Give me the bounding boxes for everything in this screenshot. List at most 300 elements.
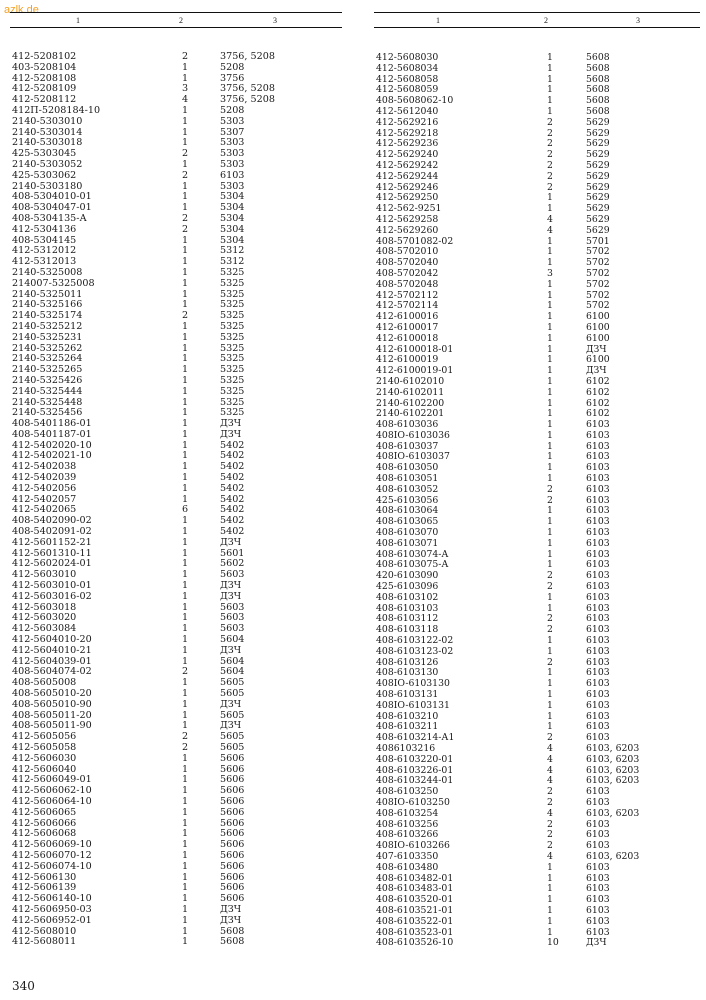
- part-number: 2140-6102200: [376, 397, 445, 409]
- group-number: 3756, 5208: [220, 83, 275, 95]
- quantity: 1: [182, 126, 189, 138]
- quantity: 1: [182, 234, 189, 246]
- group-number: 5605: [220, 709, 245, 721]
- part-number: 4086103216: [376, 743, 436, 754]
- quantity: 3: [547, 267, 553, 279]
- group-number: 6103: [586, 840, 610, 852]
- group-number: 5608: [586, 84, 610, 96]
- group-number: 6103: [586, 602, 610, 614]
- group-number: 5606: [220, 882, 245, 894]
- quantity: 2: [547, 818, 553, 830]
- group-number: 6100: [586, 354, 610, 366]
- quantity: 1: [547, 894, 553, 906]
- part-number: 408-6103064: [376, 505, 439, 517]
- header-rule: [10, 27, 342, 28]
- group-number: 6103: [586, 440, 610, 452]
- quantity: 1: [547, 397, 553, 409]
- group-number: 6103: [586, 656, 610, 668]
- group-number: 6103: [586, 494, 610, 506]
- part-number: 412-5629246: [376, 181, 439, 193]
- part-number: 420-6103090: [376, 570, 439, 582]
- group-number: 3756, 5208: [220, 94, 275, 106]
- group-number: 5608: [586, 95, 610, 107]
- quantity: 4: [547, 850, 553, 862]
- quantity: 2: [182, 169, 189, 181]
- header-col-1: 1: [436, 16, 440, 25]
- part-number: 408-5702040: [376, 257, 439, 269]
- table-row: [10, 225, 342, 236]
- part-number: 412-5605056: [12, 731, 77, 743]
- part-number: 2140-5303018: [12, 137, 83, 149]
- quantity: 1: [182, 385, 189, 397]
- quantity: 1: [547, 602, 553, 614]
- group-number: 6103, 6203: [586, 775, 640, 787]
- group-number: 5402: [220, 482, 245, 494]
- group-number: 5325: [220, 277, 245, 289]
- quantity: 1: [547, 462, 553, 474]
- part-number: 412-5604010-20: [12, 634, 92, 646]
- group-number: 5608: [220, 936, 245, 948]
- group-number: 5606: [220, 893, 245, 905]
- group-number: 6103: [586, 926, 610, 938]
- quantity: 1: [547, 419, 553, 431]
- part-number: 408IO-6103130: [376, 678, 450, 690]
- group-number: 5325: [220, 331, 245, 343]
- part-number: 425-6103096: [376, 581, 439, 593]
- quantity: 1: [182, 256, 189, 268]
- quantity: 1: [547, 235, 553, 247]
- group-number: 6103, 6203: [586, 743, 640, 754]
- group-number: 6103: [586, 591, 610, 603]
- quantity: 6: [182, 504, 189, 516]
- group-number: 6103: [586, 689, 610, 701]
- part-number: 412-5604010-21: [12, 644, 92, 656]
- part-number: 408-6103074-А: [376, 548, 449, 560]
- header-col-2: 2: [179, 16, 183, 25]
- part-number: 408IO-6103266: [376, 840, 450, 852]
- group-number: 5402: [220, 526, 245, 538]
- part-number: 408-6103070: [376, 527, 439, 539]
- part-number: 408-6103065: [376, 516, 439, 528]
- table-row: [10, 700, 342, 711]
- table-row: [10, 646, 342, 657]
- table-row: [374, 334, 700, 345]
- part-number: 412-5606064-10: [12, 795, 92, 807]
- group-number: 5605: [220, 688, 245, 700]
- part-number: 412-5629258: [376, 213, 439, 225]
- group-number: 5303: [220, 180, 245, 192]
- quantity: 2: [547, 116, 553, 128]
- table-row: [374, 647, 700, 658]
- part-number: 2140-5325008: [12, 266, 83, 278]
- quantity: 1: [182, 407, 189, 419]
- quantity: 1: [547, 440, 553, 452]
- part-number: 2140-5325426: [12, 374, 83, 386]
- quantity: 1: [182, 342, 189, 354]
- group-number: 5304: [220, 234, 245, 246]
- quantity: 3: [182, 83, 189, 95]
- quantity: 1: [182, 450, 189, 462]
- group-number: 6103: [586, 462, 610, 474]
- quantity: 1: [547, 62, 553, 74]
- group-number: 6103, 6203: [586, 850, 640, 862]
- quantity: 1: [182, 936, 189, 948]
- part-number: 408-6103118: [376, 624, 439, 636]
- part-number: 408-6103211: [376, 721, 439, 733]
- part-number: 408-6103482-01: [376, 872, 454, 884]
- part-number: 412-5312013: [12, 256, 77, 268]
- group-number: 5303: [220, 115, 245, 127]
- table-row: [10, 754, 342, 765]
- part-number: 412-5702112: [376, 289, 439, 301]
- quantity: 1: [547, 883, 553, 895]
- quantity: 2: [547, 624, 553, 636]
- group-number: ДЗЧ: [220, 698, 242, 710]
- part-number: 408-6103052: [376, 483, 439, 495]
- group-number: 5325: [220, 374, 245, 386]
- part-number: 425-5303062: [12, 169, 77, 181]
- quantity: 1: [547, 689, 553, 701]
- part-number: 408-6103130: [376, 667, 439, 679]
- quantity: 1: [182, 688, 189, 700]
- quantity: 2: [547, 483, 553, 495]
- quantity: 1: [182, 698, 189, 710]
- part-number: 412-5629250: [376, 192, 439, 204]
- table-row: [10, 117, 342, 128]
- group-number: 5702: [586, 267, 610, 279]
- group-number: ДЗЧ: [586, 937, 607, 949]
- part-number: 412-5208109: [12, 83, 77, 95]
- group-number: 6102: [586, 386, 610, 398]
- quantity: 2: [182, 742, 189, 753]
- group-number: 5605: [220, 742, 245, 753]
- part-number: 408-5701082-02: [376, 235, 454, 247]
- quantity: 1: [182, 774, 189, 786]
- quantity: 4: [547, 753, 553, 765]
- quantity: 1: [182, 277, 189, 289]
- group-number: 5606: [220, 860, 245, 872]
- part-number: 408-5702048: [376, 278, 439, 290]
- part-number: 2140-5325231: [12, 331, 83, 343]
- group-number: 5603: [220, 612, 245, 624]
- right-parts-table: [374, 12, 700, 949]
- group-number: 6103: [586, 570, 610, 582]
- quantity: 1: [182, 763, 189, 775]
- group-number: 5602: [220, 558, 245, 570]
- part-number: 412-5629260: [376, 224, 439, 236]
- part-number: 408-5605010-90: [12, 698, 92, 710]
- quantity: 1: [182, 374, 189, 386]
- group-number: 5325: [220, 364, 245, 376]
- part-number: 408-6103250: [376, 786, 439, 798]
- group-number: 6103: [586, 451, 610, 463]
- quantity: 1: [182, 364, 189, 376]
- quantity: 1: [182, 266, 189, 278]
- quantity: 1: [182, 860, 189, 872]
- quantity: 1: [547, 516, 553, 528]
- quantity: 1: [182, 785, 189, 797]
- group-number: 5603: [220, 569, 245, 581]
- quantity: 2: [547, 159, 553, 171]
- group-number: 6103: [586, 635, 610, 647]
- quantity: 2: [547, 127, 553, 139]
- part-number: 408-6103520-01: [376, 894, 454, 906]
- part-number: 408-5304047-01: [12, 202, 92, 214]
- group-number: 6103: [586, 818, 610, 830]
- part-number: 408-6103122-02: [376, 635, 454, 647]
- part-number: 412-5606062-10: [12, 785, 92, 797]
- group-number: 6103: [586, 613, 610, 625]
- part-number: 412-6100018-01: [376, 343, 454, 355]
- quantity: 1: [182, 428, 189, 440]
- part-number: 408-6103254: [376, 807, 439, 819]
- left-parts-table: [10, 12, 342, 948]
- group-number: 5604: [220, 634, 245, 646]
- quantity: 1: [547, 332, 553, 344]
- group-number: 5606: [220, 785, 245, 797]
- quantity: 1: [547, 257, 553, 269]
- group-number: 5702: [586, 246, 610, 258]
- quantity: 1: [547, 300, 553, 312]
- group-number: 5208: [220, 61, 245, 73]
- quantity: 4: [547, 807, 553, 819]
- group-number: 6103: [586, 559, 610, 571]
- group-number: 5629: [586, 192, 610, 204]
- quantity: 1: [182, 482, 189, 494]
- quantity: 1: [547, 678, 553, 690]
- quantity: 1: [182, 526, 189, 538]
- quantity: 1: [182, 191, 189, 203]
- group-number: 5629: [586, 224, 610, 236]
- header-col-2: 2: [544, 16, 548, 25]
- part-number: 408-5702042: [376, 267, 439, 279]
- quantity: 1: [547, 537, 553, 549]
- quantity: 1: [182, 709, 189, 721]
- quantity: 2: [182, 666, 189, 678]
- group-number: 5325: [220, 320, 245, 332]
- quantity: 4: [547, 213, 553, 225]
- part-number: 412-5629218: [376, 127, 439, 139]
- quantity: 1: [182, 472, 189, 484]
- part-number: 408-6103266: [376, 829, 439, 841]
- part-number: 408-6103123-02: [376, 645, 454, 657]
- quantity: 1: [547, 721, 553, 733]
- group-number: 5605: [220, 731, 245, 743]
- part-number: 412-5606065: [12, 806, 77, 818]
- quantity: 1: [182, 72, 189, 84]
- quantity: 1: [182, 720, 189, 732]
- part-number: 412-5606070-12: [12, 849, 92, 861]
- group-number: 6103: [586, 894, 610, 906]
- quantity: 2: [182, 223, 189, 235]
- group-number: 5402: [220, 461, 245, 473]
- part-number: 412П-5208184-10: [12, 104, 101, 116]
- group-number: 5606: [220, 795, 245, 807]
- part-number: 2140-6102011: [376, 386, 445, 398]
- part-number: 408-5605008: [12, 677, 77, 689]
- quantity: 1: [182, 795, 189, 807]
- group-number: 5606: [220, 763, 245, 775]
- quantity: 1: [547, 548, 553, 560]
- group-number: ДЗЧ: [220, 418, 242, 430]
- table-row: [374, 172, 700, 183]
- group-number: 5702: [586, 289, 610, 301]
- part-number: 2140-6102201: [376, 408, 445, 420]
- part-number: 412-5402056: [12, 482, 77, 494]
- quantity: 1: [547, 527, 553, 539]
- quantity: 2: [547, 138, 553, 150]
- quantity: 1: [182, 655, 189, 667]
- part-number: 408-6103226-01: [376, 764, 454, 776]
- part-number: 412-5402039: [12, 472, 77, 484]
- group-number: 6103: [586, 699, 610, 711]
- quantity: 1: [182, 871, 189, 883]
- group-number: 6103: [586, 473, 610, 485]
- part-number: 412-5402021-10: [12, 450, 92, 462]
- quantity: 1: [547, 246, 553, 258]
- quantity: 1: [182, 245, 189, 257]
- group-number: 6103, 6203: [586, 753, 640, 765]
- quantity: 1: [547, 473, 553, 485]
- group-number: ДЗЧ: [220, 428, 242, 440]
- part-number: 412-5608034: [376, 62, 439, 74]
- part-number: 2140-5325444: [12, 385, 83, 397]
- group-number: 5304: [220, 202, 245, 214]
- group-number: 6103: [586, 516, 610, 528]
- group-number: 5606: [220, 817, 245, 829]
- quantity: 1: [547, 429, 553, 441]
- part-number: 408-6103256: [376, 818, 439, 830]
- quantity: 1: [182, 569, 189, 581]
- quantity: 1: [182, 396, 189, 408]
- group-number: 5608: [586, 62, 610, 74]
- group-number: 6103: [586, 667, 610, 679]
- part-number: 412-5402065: [12, 504, 77, 516]
- header-col-3: 3: [273, 16, 277, 25]
- group-number: 5606: [220, 752, 245, 764]
- group-number: 5606: [220, 849, 245, 861]
- group-number: 5629: [586, 127, 610, 139]
- part-number: 412-6100017: [376, 321, 439, 333]
- part-number: 408-5604074-02: [12, 666, 92, 678]
- group-number: 5629: [586, 116, 610, 128]
- group-number: 5603: [220, 601, 245, 613]
- part-number: 408-6103103: [376, 602, 439, 614]
- group-number: 5402: [220, 472, 245, 484]
- quantity: 1: [182, 288, 189, 300]
- quantity: 1: [547, 375, 553, 387]
- quantity: 1: [547, 321, 553, 333]
- quantity: 2: [547, 181, 553, 193]
- group-number: 6103: [586, 786, 610, 798]
- group-number: 6103: [586, 678, 610, 690]
- part-number: 408-6103071: [376, 537, 439, 549]
- group-number: ДЗЧ: [586, 365, 607, 377]
- quantity: 1: [182, 461, 189, 473]
- part-number: 407-6103350: [376, 850, 439, 862]
- quantity: 2: [547, 796, 553, 808]
- part-number: 412-5601152-21: [12, 536, 92, 548]
- quantity: 4: [547, 775, 553, 787]
- part-number: 408-6103483-01: [376, 883, 454, 895]
- quantity: 2: [547, 170, 553, 182]
- group-number: 5312: [220, 256, 245, 268]
- part-number: 412-5606074-10: [12, 860, 92, 872]
- quantity: 1: [547, 861, 553, 873]
- group-number: 5601: [220, 547, 245, 559]
- quantity: 1: [182, 299, 189, 311]
- part-number: 412-5603018: [12, 601, 77, 613]
- quantity: 2: [182, 310, 189, 322]
- part-number: 412-6100019: [376, 354, 439, 366]
- table-row: [374, 863, 700, 874]
- quantity: 1: [547, 52, 553, 63]
- group-number: 6103: [586, 883, 610, 895]
- group-number: 5325: [220, 288, 245, 300]
- group-number: ДЗЧ: [220, 903, 242, 915]
- table-row: [374, 701, 700, 712]
- part-number: 412-5601310-11: [12, 547, 92, 559]
- quantity: 1: [182, 612, 189, 624]
- quantity: 1: [547, 635, 553, 647]
- quantity: 1: [182, 493, 189, 505]
- part-number: 2140-5325456: [12, 407, 83, 419]
- quantity: 2: [547, 494, 553, 506]
- group-number: 5608: [586, 105, 610, 117]
- quantity: 1: [182, 331, 189, 343]
- quantity: 1: [182, 752, 189, 764]
- group-number: 3756, 5208: [220, 51, 275, 62]
- group-number: 5304: [220, 191, 245, 203]
- quantity: 2: [547, 829, 553, 841]
- quantity: 1: [182, 882, 189, 894]
- part-number: 408IO-6103036: [376, 429, 450, 441]
- quantity: 2: [547, 840, 553, 852]
- quantity: 1: [547, 872, 553, 884]
- group-number: 5605: [220, 677, 245, 689]
- part-number: 408-5605011-90: [12, 720, 92, 732]
- group-number: ДЗЧ: [586, 343, 607, 355]
- group-number: 5608: [220, 925, 245, 937]
- group-number: 6103: [586, 527, 610, 539]
- group-number: 6100: [586, 321, 610, 333]
- part-number: 403-5208104: [12, 61, 77, 73]
- table-row: [10, 171, 342, 182]
- part-number: 412-5606950-03: [12, 903, 92, 915]
- part-number: 412-5608030: [376, 52, 439, 63]
- quantity: 1: [182, 806, 189, 818]
- quantity: 10: [547, 937, 559, 949]
- part-number: 2140-5303180: [12, 180, 83, 192]
- quantity: 1: [182, 817, 189, 829]
- table-header: [10, 13, 342, 27]
- part-number: 412-5606068: [12, 828, 77, 840]
- group-number: 5325: [220, 299, 245, 311]
- part-number: 2140-5325011: [12, 288, 83, 300]
- group-number: ДЗЧ: [220, 914, 242, 926]
- part-number: 412-5402020-10: [12, 439, 92, 451]
- quantity: 1: [547, 915, 553, 927]
- group-number: 6102: [586, 397, 610, 409]
- page-number: 340: [12, 979, 35, 993]
- table-row: [374, 938, 700, 949]
- part-number: 408-6103214-А1: [376, 732, 455, 744]
- table-row: [10, 937, 342, 948]
- quantity: 1: [182, 903, 189, 915]
- quantity: 1: [547, 289, 553, 301]
- part-number: 408-6103131: [376, 689, 439, 701]
- part-number: 408-5401187-01: [12, 428, 92, 440]
